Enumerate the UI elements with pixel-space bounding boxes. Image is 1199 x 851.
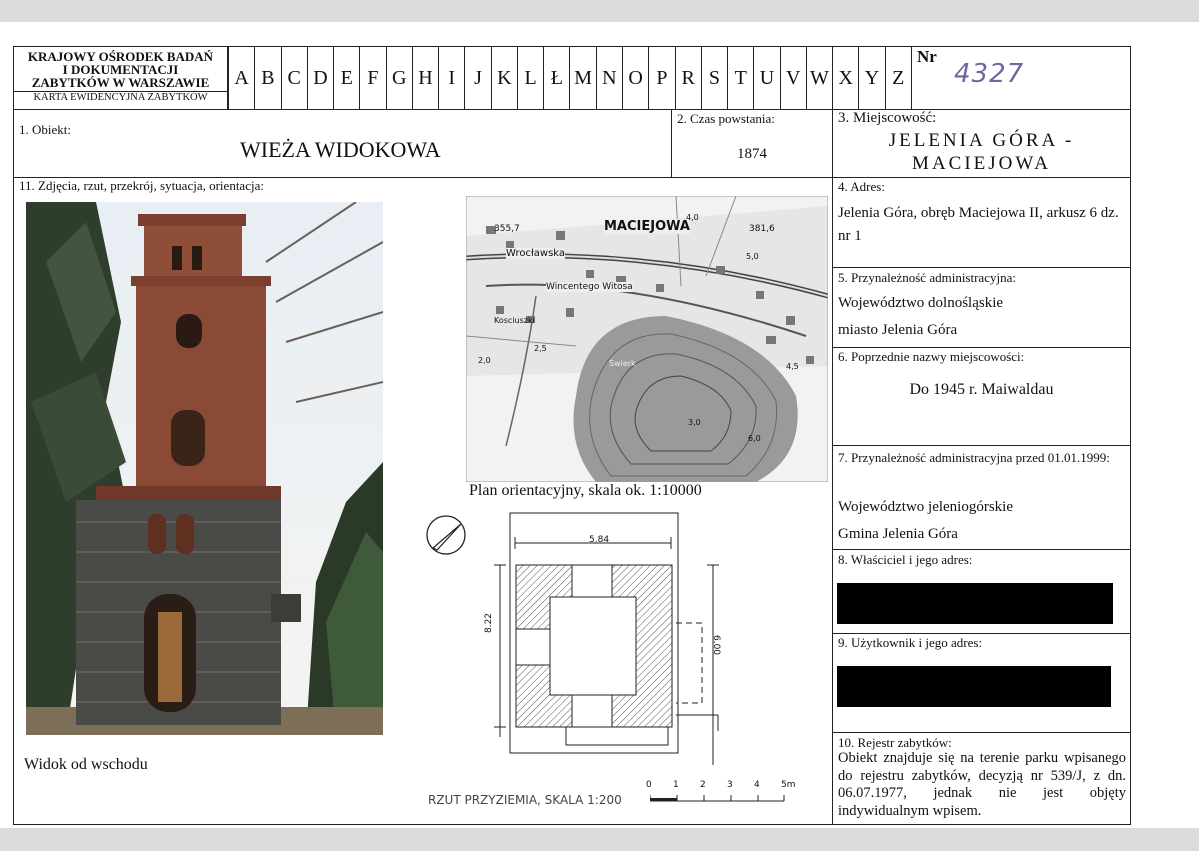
locality-label: 3. Miejscowość: — [838, 110, 937, 126]
index-letter: K — [491, 47, 517, 109]
index-letters — [228, 47, 911, 109]
admin-line-1: Województwo dolnośląskie — [838, 295, 1004, 311]
index-letter: D — [307, 47, 333, 109]
prev-names-label: 6. Poprzednie nazwy miejscowości: — [838, 349, 1025, 364]
frame-left — [13, 46, 14, 825]
map-label-elev-3: 4,0 — [686, 213, 699, 222]
map-label-elev-2: 381,6 — [749, 224, 775, 234]
scale-tick-label: 0 — [646, 780, 652, 790]
scale-tick-label: 1 — [673, 780, 679, 790]
sep-r-2 — [832, 267, 1131, 268]
map-label-village: MACIEJOWA — [604, 219, 690, 234]
owner-redacted — [837, 583, 1113, 624]
map-label-street-1: Wrocławska — [506, 248, 566, 259]
map-illustration — [466, 196, 828, 482]
map-label-elev-8: 4,5 — [786, 362, 799, 371]
scale-ruler — [650, 793, 790, 803]
index-letter: B — [254, 47, 280, 109]
photos-label: 11. Zdjęcia, rzut, przekrój, sytuacja, orientacja: — [19, 178, 264, 193]
institution-line-2: I DOKUMENTACJI — [62, 62, 179, 77]
orientation-map — [466, 196, 828, 482]
tower-illustration — [26, 202, 383, 735]
map-label-elev-9: 2,0 — [478, 356, 491, 365]
sep-r-7 — [832, 732, 1131, 733]
sep-r-5 — [832, 549, 1131, 550]
plan-dim-height: 8.22 — [484, 612, 495, 634]
register-value: Obiekt znajduje się na terenie parku wpisanego do rejestru zabytków, decyzją nr 539/J, z dn. 06.07.1977, jednak nie jest objęty indywidualnym wpisem. — [838, 750, 1126, 819]
object-label: 1. Obiekt: — [19, 122, 71, 137]
tower-photo — [26, 202, 383, 735]
index-letter: M — [569, 47, 595, 109]
map-label-elev-5: 2,5 — [534, 344, 547, 353]
scale-bar — [646, 780, 796, 804]
locality-line-2: MACIEJOWA — [912, 153, 1051, 174]
sep-r-4 — [832, 445, 1131, 446]
card-type: KARTA EWIDENCYJNA ZABYTKÓW — [14, 91, 227, 104]
map-label-street-3: Kosciuszki — [494, 316, 535, 325]
index-letter: E — [333, 47, 359, 109]
index-letter: U — [753, 47, 779, 109]
sep-r-6 — [832, 633, 1131, 634]
index-letter: C — [281, 47, 307, 109]
scale-tick-label: 2 — [700, 780, 706, 790]
plan-dim-width: 5.84 — [589, 535, 610, 545]
locality-line-1: JELENIA GÓRA - — [888, 130, 1075, 151]
frame-right — [1130, 46, 1131, 825]
index-letter: N — [596, 47, 622, 109]
map-label-elev-1: 355,7 — [494, 224, 520, 234]
index-letter: W — [806, 47, 832, 109]
owner-label: 8. Właściciel i jego adres: — [838, 552, 973, 567]
plan-caption: RZUT PRZYZIEMIA, SKALA 1:200 — [428, 793, 622, 807]
map-label-elev-6: 3,0 — [688, 418, 701, 427]
admin-before-line-2: Gmina Jelenia Góra — [838, 526, 958, 542]
north-arrow-icon — [425, 514, 467, 556]
index-letter: S — [701, 47, 727, 109]
frame-bottom — [13, 824, 1131, 825]
scale-tick-label: 5m — [781, 780, 796, 790]
number-label: Nr — [917, 47, 937, 66]
sep-r-3 — [832, 347, 1131, 348]
index-letter: X — [832, 47, 858, 109]
map-label-elev-7: 6,0 — [748, 434, 761, 443]
institution-line-1: KRAJOWY OŚRODEK BADAŃ — [27, 49, 214, 64]
map-label-hill: Świerk — [609, 359, 636, 368]
scale-tick-label: 3 — [727, 780, 733, 790]
number-value: 4327 — [954, 59, 1025, 89]
admin-before-label: 7. Przynależność administracyjna przed 01.01.1999: — [838, 450, 1110, 465]
index-letter: Z — [885, 47, 911, 109]
map-label-elev-4: 5,0 — [746, 252, 759, 261]
date-value: 1874 — [737, 146, 767, 162]
index-letter: R — [675, 47, 701, 109]
index-letter: F — [359, 47, 385, 109]
photo-caption: Widok od wschodu — [24, 756, 148, 773]
admin-before-line-1: Województwo jeleniogórskie — [838, 499, 1013, 515]
user-redacted — [837, 666, 1111, 707]
address-value: Jelenia Góra, obręb Maciejowa II, arkusz 6 dz. nr 1 — [838, 205, 1119, 244]
index-letter: T — [727, 47, 753, 109]
index-letter: I — [438, 47, 464, 109]
sep-r-1 — [832, 177, 1131, 178]
register-label: 10. Rejestr zabytków: — [838, 735, 952, 750]
index-letter: H — [412, 47, 438, 109]
scale-tick-label: 4 — [754, 780, 760, 790]
index-letter: Y — [858, 47, 884, 109]
index-letter: J — [464, 47, 490, 109]
index-letter: L — [517, 47, 543, 109]
number-cell — [912, 47, 1130, 109]
header-bottom — [13, 109, 1131, 110]
index-letter: A — [228, 47, 254, 109]
user-label: 9. Użytkownik i jego adres: — [838, 635, 983, 650]
admin-line-2: miasto Jelenia Góra — [838, 322, 958, 338]
index-letter: V — [780, 47, 806, 109]
right-col-divider — [832, 109, 833, 825]
plan-dim-inner: 6.00 — [711, 634, 722, 656]
admin-label: 5. Przynależność administracyjna: — [838, 270, 1016, 285]
institution-block — [14, 47, 227, 109]
institution-line-3: ZABYTKÓW W WARSZAWIE — [31, 75, 210, 90]
date-left-divider — [671, 109, 672, 178]
index-letter: P — [648, 47, 674, 109]
index-letter: O — [622, 47, 648, 109]
date-label: 2. Czas powstania: — [677, 111, 775, 126]
index-letter: Ł — [543, 47, 569, 109]
prev-names-value: Do 1945 r. Maiwaldau — [909, 381, 1054, 398]
map-caption: Plan orientacyjny, skala ok. 1:10000 — [469, 482, 702, 499]
object-value: WIEŻA WIDOKOWA — [240, 137, 441, 162]
address-label: 4. Adres: — [838, 179, 885, 194]
map-label-street-2: Wincentego Witosa — [546, 282, 633, 292]
index-letter: G — [386, 47, 412, 109]
